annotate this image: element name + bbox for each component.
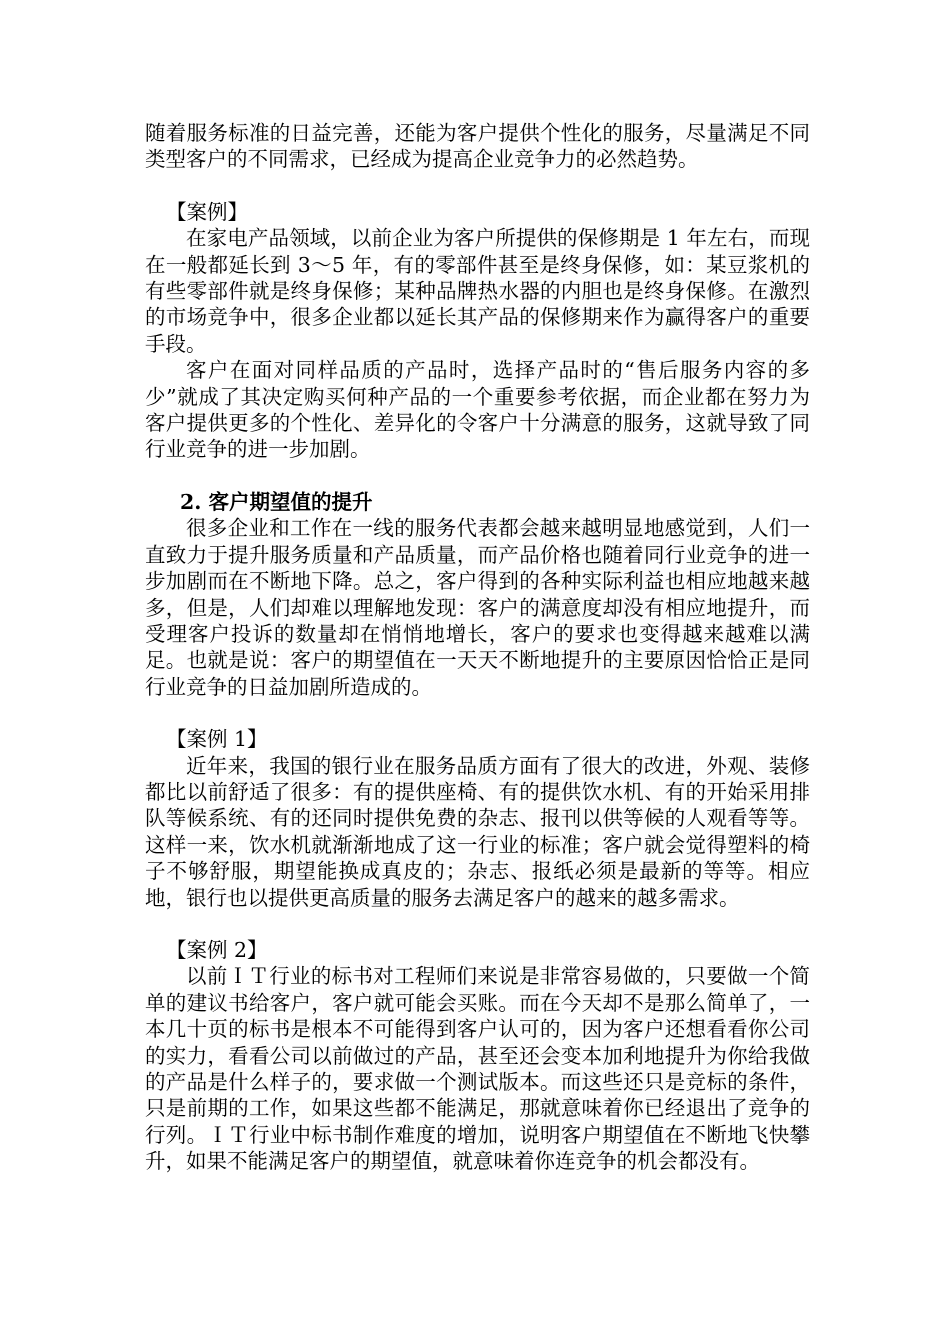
expectation-paragraph: 很多企业和工作在一线的服务代表都会越来越明显地感觉到，人们一直致力于提升服务质量和产品质量，而产品价格也随着同行业竞争的进一步加剧而在不断地下降。总之，客户得到的各种实际利益也相应地越来越多，但是，人们却难以理解地发现：客户的满意度却没有相应地提升，而受理客户投诉的数量却在悄悄地增长，客户的要求也变得越来越难以满足。也就是说：客户的期望值在一天天不断地提升的主要原因恰恰正是同行业竞争的日益加剧所造成的。 [145,516,810,699]
case-2-paragraph: 以前ＩＴ行业的标书对工程师们来说是非常容易做的，只要做一个简单的建议书给客户，客户就可能会买账。而在今天却不是那么简单了，一本几十页的标书是根本不可能得到客户认可的，因为客户还想看看你公司的实力，看看公司以前做过的产品，甚至还会变本加利地提升为你给我做的产品是什么样子的，要求做一个测试版本。而这些还只是竞标的条件，只是前期的工作，如果这些都不能满足，那就意味着你已经退出了竞争的行列。ＩＴ行业中标书制作难度的增加，说明客户期望值在不断地飞快攀升，如果不能满足客户的期望值，就意味着你连竞争的机会都没有。 [145,964,810,1174]
spacer [145,911,810,937]
spacer [145,463,810,489]
section-heading: 2. 客户期望值的提升 [180,489,373,514]
case-1-paragraph: 近年来，我国的银行业在服务品质方面有了很大的改进，外观、装修都比以前舒适了很多：有的提供座椅、有的提供饮水机、有的开始采用排队等候系统、有的还同时提供免费的杂志、报刊以供等候的人观看等等。这样一来，饮水机就渐渐地成了这一行业的标准；客户就会觉得塑料的椅子不够舒服，期望能换成真皮的；杂志、报纸必须是最新的等等。相应地，银行也以提供更高质量的服务去满足客户的越来的越多需求。 [145,753,810,910]
spacer [145,700,810,726]
case-1-label: 【案例 1】 [166,727,268,752]
document-page [145,120,810,1175]
intro-paragraph: 随着服务标准的日益完善，还能为客户提供个性化的服务，尽量满足不同类型客户的不同需求，已经成为提高企业竞争力的必然趋势。 [145,121,810,172]
spacer [145,173,810,199]
case-paragraph-warranty: 在家电产品领域，以前企业为客户所提供的保修期是 1 年左右，而现在一般都延长到 3～5 年，有的零部件甚至是终身保修，如：某豆浆机的有些零部件就是终身保修；某种品牌热水器的内胆也是终身保修。在激烈的市场竞争中，很多企业都以延长其产品的保修期来作为赢得客户的重要手段。 [145,226,810,356]
case-2-label: 【案例 2】 [166,937,268,962]
case-paragraph-service-content: 客户在面对同样品质的产品时，选择产品时的“售后服务内容的多少”就成了其决定购买何种产品的一个重要参考依据，而企业都在努力为客户提供更多的个性化、差异化的令客户十分满意的服务，这就导致了同行业竞争的进一步加剧。 [145,358,810,462]
case-label: 【案例】 [166,199,248,224]
